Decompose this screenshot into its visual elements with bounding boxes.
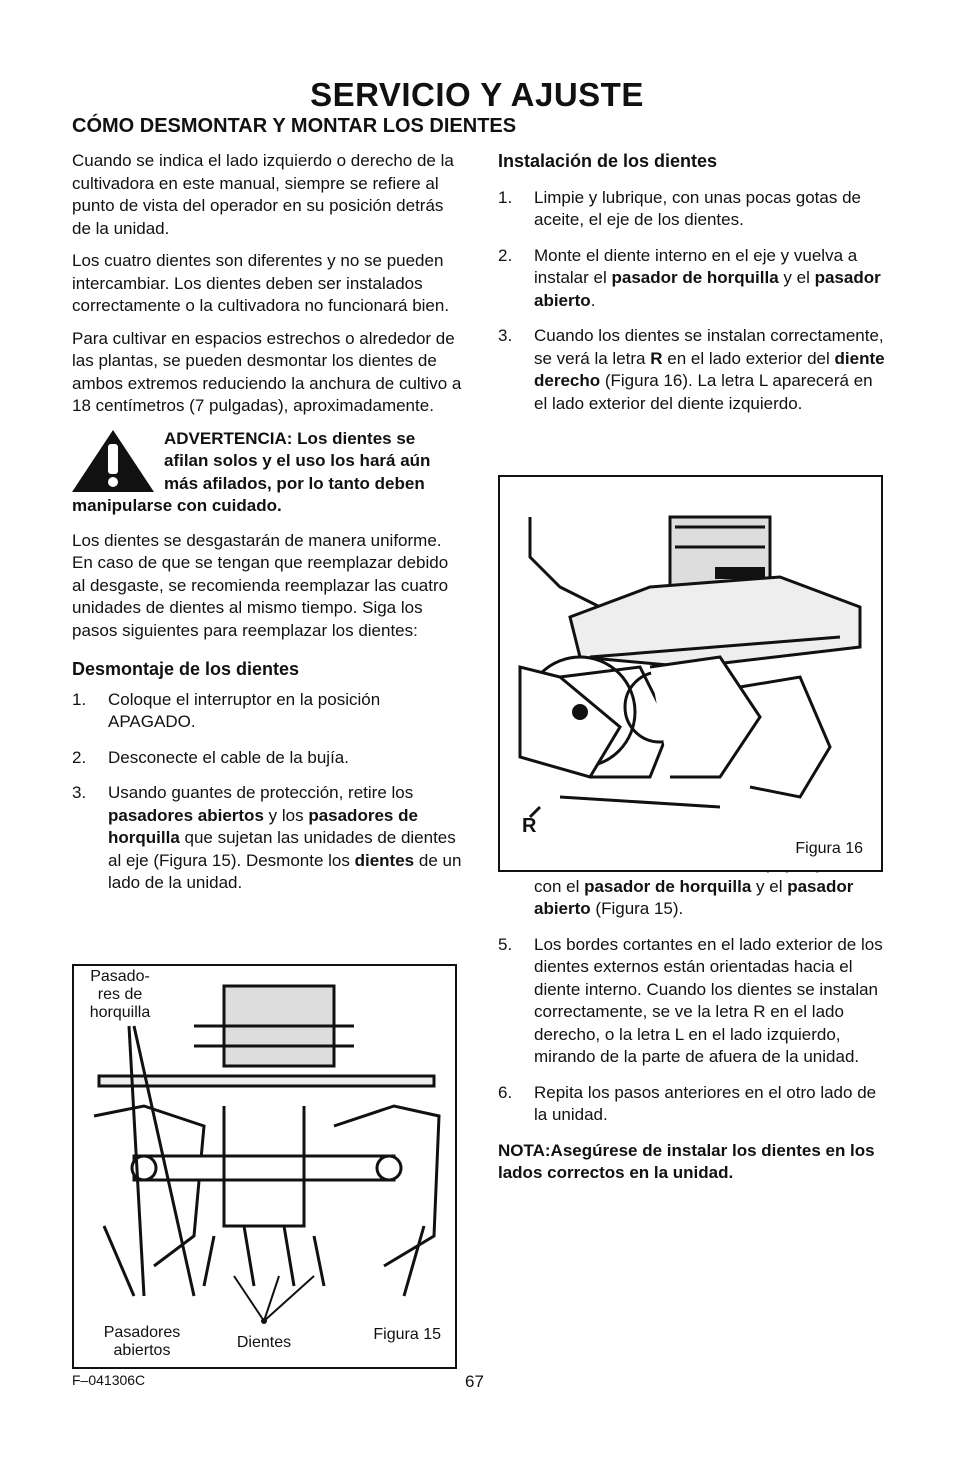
tiller-tines-illustration xyxy=(74,966,455,1367)
list-item: 3. Usando guantes de protección, retire los pasadores abiertos y los pasadores de horquilla que sujetan las unidades de dientes al eje (Figura 15). Desmonte los dientes de un lado de la unidad. xyxy=(72,783,462,892)
narrow-paragraph: Para cultivar en espacios estrechos o alrededor de las plantas, se pueden desmontar los dientes de ambos extremos reduciendo la anchura de cultivo a 18 centímetros (7 pulgadas), aproximadamente. xyxy=(72,328,462,415)
page-title: SERVICIO Y AJUSTE xyxy=(310,76,644,113)
wear-paragraph: Los dientes se desgastarán de manera uniforme. En caso de que se tengan que reemplazar debido al desgaste, se recomienda reemplazar las cuatro unidades de dientes al mismo tiempo. Siga los pasos siguientes para reemplazar los dientes: xyxy=(72,530,449,640)
figure-caption: Figura 15 xyxy=(373,1326,441,1343)
warning-triangle-icon xyxy=(70,428,156,494)
tiller-tine-illustration xyxy=(500,477,881,870)
hairpin-label: Pasado- res de horquilla xyxy=(89,968,151,1021)
figure-caption: Figura 16 xyxy=(795,840,863,857)
figure-16 xyxy=(498,475,883,872)
tines-label: Dientes xyxy=(236,1334,292,1351)
list-item: 1. Limpie y lubrique, con unas pocas gotas de aceite, el eje de los dientes. xyxy=(498,187,861,229)
list-item: 2. Monte el diente interno en el eje y vuelva a instalar el pasador de horquilla y el pasador abierto. xyxy=(498,245,881,310)
cotter-label: Pasadores abiertos xyxy=(103,1324,181,1359)
figure-15 xyxy=(72,964,457,1369)
note-text: NOTA:Asegúrese de instalar los dientes en los lados correctos en la unidad. xyxy=(498,1140,875,1182)
left-column xyxy=(72,150,462,908)
warning-block xyxy=(72,428,462,518)
removal-steps xyxy=(72,689,462,895)
intro-paragraph: Cuando se indica el lado izquierdo o derecho de la cultivadora en este manual, siempre se refiere al punto de vista del operador en su posición detrás de la unidad. xyxy=(72,151,454,238)
install-steps xyxy=(498,187,888,416)
tines-paragraph: Los cuatro dientes son diferentes y no se pueden intercambiar. Los dientes deben ser instalados correctamente o la cultivadora no funcionará bien. xyxy=(72,251,450,315)
list-item: 2. Desconecte el cable de la bujía. xyxy=(72,747,349,767)
list-item: 3. Cuando los dientes se instalan correctamente, se verá la letra R en el lado exterior del diente derecho (Figura 16). La letra L aparecerá en el lado exterior del diente izquierdo. xyxy=(498,326,885,413)
warning-text: ADVERTENCIA: Los dientes se afilan solos y el uso los hará aún más afilados, por lo tanto deben manipularse con cuidado. xyxy=(72,428,431,515)
removal-heading: Desmontaje de los dientes xyxy=(72,659,300,679)
section-title: CÓMO DESMONTAR Y MONTAR LOS DIENTES xyxy=(72,115,517,137)
list-item: 5. Los bordes cortantes en el lado exterior de los dientes externos están orientadas hacia el diente interno. Cuando los dientes se instalan correctamente, se ve la letra R en el lado derecho, o la letra L en el lado izquierdo, mirando de la parte de afuera de la unidad. xyxy=(498,934,883,1066)
document-code: F–041306C xyxy=(72,1372,146,1388)
list-item: 1. Coloque el interruptor en la posición APAGADO. xyxy=(72,689,381,731)
list-item: con el pasador de horquilla y el pasador abierto (Figura 15). xyxy=(534,876,854,918)
install-heading: Instalación de los dientes xyxy=(498,151,718,171)
letter-r-label: R xyxy=(522,815,537,837)
install-steps-continued xyxy=(498,853,888,1127)
list-item: 6. Repita los pasos anteriores en el otro lado de la unidad. xyxy=(498,1082,877,1124)
page-number: 67 xyxy=(465,1372,484,1391)
